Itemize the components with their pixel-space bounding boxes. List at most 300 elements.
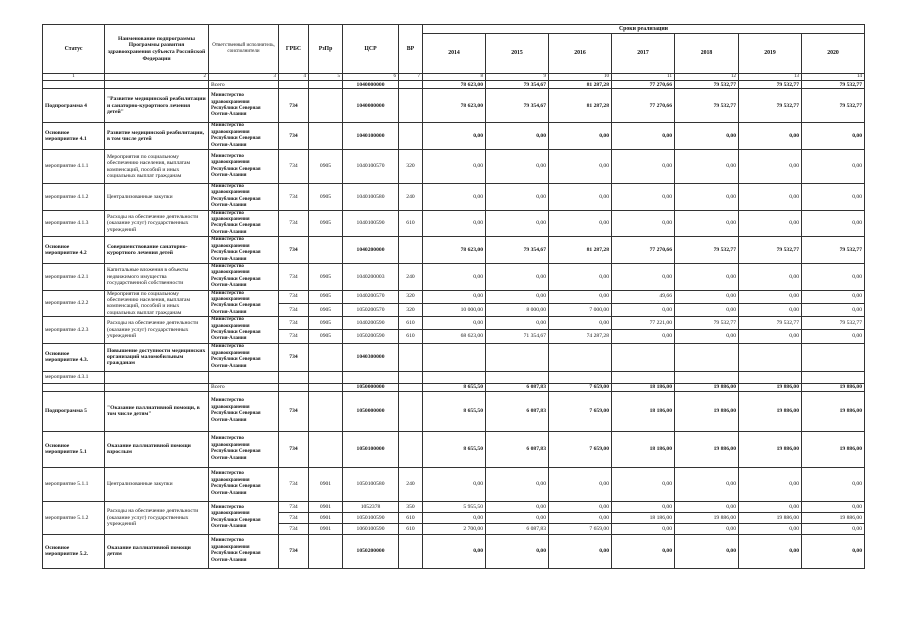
executor-cell: Министерство здравоохранения Республики Северная Осетия-Алания <box>209 534 279 568</box>
status-cell: мероприятие 5.1.2 <box>43 501 105 534</box>
value-cell: 81 287,28 <box>549 237 612 264</box>
value-cell: 79 532,77 <box>675 237 739 264</box>
value-cell: 0,00 <box>739 290 802 303</box>
value-cell: 77 221,00 <box>612 317 675 330</box>
header-status: Статус <box>43 25 105 74</box>
value-cell: 0,00 <box>549 534 612 568</box>
value-cell: 6 087,83 <box>486 383 549 391</box>
table-body <box>43 81 865 568</box>
value-cell: 8 655,50 <box>423 383 486 391</box>
column-index-cell: 12 <box>675 74 739 81</box>
value-cell: 79 532,77 <box>802 81 865 89</box>
vr-cell <box>399 534 423 568</box>
value-cell: 0,00 <box>486 263 549 290</box>
value-cell: 77 270,66 <box>612 81 675 89</box>
value-cell: 79 532,77 <box>739 81 802 89</box>
column-index-row <box>43 74 865 81</box>
value-cell: 0,00 <box>802 501 865 512</box>
header-year: 2014 <box>423 34 486 74</box>
table-row <box>43 263 865 290</box>
value-cell: 18 186,00 <box>612 431 675 467</box>
value-cell: 19 886,00 <box>739 383 802 391</box>
value-cell: 0,00 <box>675 210 739 237</box>
rzpr-cell <box>309 383 343 391</box>
value-cell: 0,00 <box>739 534 802 568</box>
value-cell: 0,00 <box>549 184 612 211</box>
table-row <box>43 501 865 512</box>
column-index-cell: 9 <box>486 74 549 81</box>
status-cell: Основное мероприятие 5.2. <box>43 534 105 568</box>
column-index-cell: 8 <box>423 74 486 81</box>
value-cell: 0,00 <box>675 501 739 512</box>
executor-cell: Министерство здравоохранения Республики Северная Осетия-Алания <box>209 210 279 237</box>
value-cell <box>549 343 612 371</box>
vr-cell <box>399 371 423 383</box>
value-cell: 0,00 <box>739 467 802 501</box>
budget-table <box>42 24 865 569</box>
value-cell: 0,00 <box>549 512 612 523</box>
vr-cell: 320 <box>399 150 423 184</box>
grbs-cell: 734 <box>279 89 309 123</box>
value-cell: 0,00 <box>423 123 486 150</box>
rzpr-cell: 0901 <box>309 512 343 523</box>
vr-cell: 610 <box>399 317 423 330</box>
status-cell: мероприятие 5.1.1 <box>43 467 105 501</box>
value-cell: 0,00 <box>675 150 739 184</box>
vr-cell: 610 <box>399 512 423 523</box>
csr-cell: 1050100580 <box>343 467 399 501</box>
value-cell <box>802 343 865 371</box>
vr-cell: 240 <box>399 467 423 501</box>
vr-cell <box>399 89 423 123</box>
value-cell: 78 623,00 <box>423 81 486 89</box>
value-cell: 0,00 <box>675 263 739 290</box>
grbs-cell <box>279 371 309 383</box>
value-cell <box>612 343 675 371</box>
table-row <box>43 237 865 264</box>
csr-cell: 1040100590 <box>343 210 399 237</box>
value-cell: 0,00 <box>739 123 802 150</box>
grbs-cell: 734 <box>279 523 309 534</box>
table-row <box>43 317 865 330</box>
rzpr-cell: 0905 <box>309 330 343 343</box>
value-cell: 19 886,00 <box>739 431 802 467</box>
value-cell: 0,00 <box>739 330 802 343</box>
value-cell: 0,00 <box>612 210 675 237</box>
value-cell: 0,00 <box>423 150 486 184</box>
name-cell: Оказание паллиативной помощи детям <box>105 534 209 568</box>
value-cell: 79 532,77 <box>675 89 739 123</box>
grbs-cell: 734 <box>279 237 309 264</box>
value-cell: 19 886,00 <box>739 391 802 431</box>
header-year: 2015 <box>486 34 549 74</box>
value-cell: 7 659,00 <box>549 523 612 534</box>
value-cell: 79 354,67 <box>486 89 549 123</box>
header-year: 2018 <box>675 34 739 74</box>
value-cell: 0,00 <box>486 534 549 568</box>
value-cell: 79 532,77 <box>739 237 802 264</box>
rzpr-cell: 0901 <box>309 467 343 501</box>
value-cell: 79 532,77 <box>802 89 865 123</box>
value-cell: 19 886,00 <box>802 391 865 431</box>
value-cell: 0,00 <box>423 210 486 237</box>
name-cell <box>105 371 209 383</box>
executor-cell: Министерство здравоохранения Республики Северная Осетия-Алания <box>209 467 279 501</box>
status-cell: Основное мероприятие 4.2 <box>43 237 105 264</box>
header-name: Наименование подпрограммы Программы развития здравоохранения субъекта Российской Федерации <box>105 25 209 74</box>
status-cell: Подпрограмма 4 <box>43 89 105 123</box>
value-cell: 0,00 <box>612 123 675 150</box>
table-row <box>43 534 865 568</box>
status-cell: мероприятие 4.1.3 <box>43 210 105 237</box>
table-row <box>43 371 865 383</box>
csr-cell: 1050100000 <box>343 431 399 467</box>
name-cell: Совершенствование санаторно-курортного лечения детей <box>105 237 209 264</box>
status-cell: мероприятие 4.1.1 <box>43 150 105 184</box>
csr-cell: 1060100590 <box>343 523 399 534</box>
name-cell: Капитальные вложения в объекты недвижимого имущества государственной собственности <box>105 263 209 290</box>
name-cell: "Развитие медицинской реабилитации и санаторно-курортного лечения детей" <box>105 89 209 123</box>
rzpr-cell <box>309 237 343 264</box>
grbs-cell: 734 <box>279 303 309 316</box>
value-cell: 0,00 <box>423 317 486 330</box>
name-cell <box>105 383 209 391</box>
csr-cell <box>343 371 399 383</box>
grbs-cell: 734 <box>279 343 309 371</box>
rzpr-cell <box>309 371 343 383</box>
value-cell: 0,00 <box>675 523 739 534</box>
value-cell: 0,00 <box>675 290 739 303</box>
executor-cell: Министерство здравоохранения Республики Северная Осетия-Алания <box>209 501 279 534</box>
grbs-cell: 734 <box>279 501 309 512</box>
rzpr-cell: 0905 <box>309 303 343 316</box>
value-cell: 0,00 <box>549 263 612 290</box>
header-executor: Ответственный исполнитель, соисполнители <box>209 25 279 74</box>
grbs-cell: 734 <box>279 210 309 237</box>
value-cell <box>486 371 549 383</box>
vr-cell <box>399 383 423 391</box>
rzpr-cell: 0901 <box>309 523 343 534</box>
value-cell: 19 886,00 <box>739 512 802 523</box>
value-cell: 0,00 <box>802 467 865 501</box>
value-cell: 0,00 <box>802 290 865 303</box>
executor-cell: Всего <box>209 81 279 89</box>
table-row-total <box>43 383 865 391</box>
value-cell: 0,00 <box>612 330 675 343</box>
value-cell <box>423 343 486 371</box>
executor-cell: Министерство здравоохранения Республики Северная Осетия-Алания <box>209 184 279 211</box>
csr-cell: 1040100570 <box>343 150 399 184</box>
csr-cell: 1040200000 <box>343 237 399 264</box>
value-cell: 0,00 <box>612 303 675 316</box>
value-cell: 18 186,00 <box>612 383 675 391</box>
status-cell: Основное мероприятие 4.3. <box>43 343 105 371</box>
executor-cell: Министерство здравоохранения Республики Северная Осетия-Алания <box>209 123 279 150</box>
value-cell: 0,00 <box>802 330 865 343</box>
rzpr-cell <box>309 89 343 123</box>
value-cell: 79 532,77 <box>802 237 865 264</box>
executor-cell: Министерство здравоохранения Республики Северная Осетия-Алания <box>209 317 279 344</box>
value-cell: 6 087,83 <box>486 431 549 467</box>
header-csr: ЦСР <box>343 25 399 74</box>
value-cell <box>675 343 739 371</box>
value-cell: 0,00 <box>486 317 549 330</box>
executor-cell: Министерство здравоохранения Республики Северная Осетия-Алания <box>209 263 279 290</box>
vr-cell: 240 <box>399 263 423 290</box>
value-cell: 77 270,66 <box>612 237 675 264</box>
rzpr-cell <box>309 534 343 568</box>
vr-cell <box>399 81 423 89</box>
value-cell: 7 659,00 <box>549 431 612 467</box>
value-cell: 81 287,28 <box>549 81 612 89</box>
value-cell: 19 886,00 <box>675 383 739 391</box>
status-cell <box>43 383 105 391</box>
name-cell: Мероприятия по социальному обеспечению населения, выплатам компенсаций, пособий и иных социальных выплат гражданам <box>105 150 209 184</box>
rzpr-cell <box>309 81 343 89</box>
value-cell: 0,00 <box>612 523 675 534</box>
rzpr-cell: 0905 <box>309 150 343 184</box>
vr-cell: 610 <box>399 330 423 343</box>
value-cell: 0,00 <box>486 150 549 184</box>
value-cell: 0,00 <box>423 290 486 303</box>
value-cell: 79 532,77 <box>802 317 865 330</box>
value-cell: 19 886,00 <box>675 431 739 467</box>
csr-cell: 1050000000 <box>343 383 399 391</box>
rzpr-cell <box>309 343 343 371</box>
value-cell: 0,00 <box>802 534 865 568</box>
value-cell: 0,00 <box>486 184 549 211</box>
column-index-cell: 10 <box>549 74 612 81</box>
rzpr-cell: 0905 <box>309 317 343 330</box>
value-cell: 0,00 <box>802 210 865 237</box>
value-cell: 0,00 <box>549 150 612 184</box>
executor-cell: Министерство здравоохранения Республики Северная Осетия-Алания <box>209 391 279 431</box>
vr-cell: 320 <box>399 303 423 316</box>
value-cell: 78 623,00 <box>423 89 486 123</box>
rzpr-cell <box>309 431 343 467</box>
vr-cell <box>399 431 423 467</box>
column-index-cell: 14 <box>802 74 865 81</box>
column-index-cell: 5 <box>309 74 343 81</box>
executor-cell <box>209 371 279 383</box>
rzpr-cell: 0905 <box>309 210 343 237</box>
csr-cell: 1040100000 <box>343 123 399 150</box>
column-index-cell: 7 <box>399 74 423 81</box>
grbs-cell: 734 <box>279 123 309 150</box>
value-cell: 0,00 <box>802 150 865 184</box>
value-cell <box>675 371 739 383</box>
value-cell: 19 886,00 <box>802 512 865 523</box>
table-row <box>43 89 865 123</box>
name-cell: Расходы на обеспечение деятельности (оказание услуг) государственных учреждений <box>105 501 209 534</box>
executor-cell: Министерство здравоохранения Республики Северная Осетия-Алания <box>209 150 279 184</box>
value-cell: 74 287,28 <box>549 330 612 343</box>
name-cell <box>105 81 209 89</box>
column-index-cell: 11 <box>612 74 675 81</box>
value-cell: 68 623,00 <box>423 330 486 343</box>
csr-cell: 1050200590 <box>343 330 399 343</box>
value-cell: 0,00 <box>675 184 739 211</box>
status-cell: мероприятие 4.2.1 <box>43 263 105 290</box>
table-row <box>43 184 865 211</box>
value-cell: 0,00 <box>802 303 865 316</box>
value-cell: 0,00 <box>739 210 802 237</box>
value-cell <box>802 371 865 383</box>
csr-cell: 1040100580 <box>343 184 399 211</box>
value-cell: 19 886,00 <box>675 512 739 523</box>
value-cell: 0,00 <box>549 123 612 150</box>
csr-cell: 1040300000 <box>343 343 399 371</box>
value-cell: 0,00 <box>612 467 675 501</box>
value-cell: 79 532,77 <box>675 81 739 89</box>
header-year: 2016 <box>549 34 612 74</box>
table-row <box>43 290 865 303</box>
grbs-cell: 734 <box>279 184 309 211</box>
value-cell: 0,00 <box>486 210 549 237</box>
value-cell: 79 532,77 <box>675 317 739 330</box>
rzpr-cell: 0905 <box>309 263 343 290</box>
table-row <box>43 467 865 501</box>
value-cell: 0,00 <box>549 501 612 512</box>
status-cell: Подпрограмма 5 <box>43 391 105 431</box>
csr-cell: 1040200570 <box>343 290 399 303</box>
value-cell: 81 287,28 <box>549 89 612 123</box>
table-row <box>43 210 865 237</box>
csr-cell: 1052378 <box>343 501 399 512</box>
value-cell: 6 087,83 <box>486 391 549 431</box>
value-cell: 0,00 <box>675 303 739 316</box>
vr-cell <box>399 343 423 371</box>
column-index-cell: 13 <box>739 74 802 81</box>
status-cell: Основное мероприятие 5.1 <box>43 431 105 467</box>
status-cell: мероприятие 4.2.2 <box>43 290 105 317</box>
header-year: 2020 <box>802 34 865 74</box>
grbs-cell: 734 <box>279 467 309 501</box>
value-cell: 0,00 <box>739 501 802 512</box>
csr-cell: 1050100590 <box>343 512 399 523</box>
table-row <box>43 391 865 431</box>
table-row <box>43 431 865 467</box>
value-cell: 8 000,00 <box>486 303 549 316</box>
grbs-cell: 734 <box>279 391 309 431</box>
grbs-cell <box>279 383 309 391</box>
executor-cell: Министерство здравоохранения Республики Северная Осетия-Алания <box>209 237 279 264</box>
value-cell: 0,00 <box>612 184 675 211</box>
grbs-cell <box>279 81 309 89</box>
value-cell: 0,00 <box>486 467 549 501</box>
value-cell: 79 354,67 <box>486 237 549 264</box>
value-cell: 0,00 <box>739 263 802 290</box>
value-cell: 0,00 <box>423 263 486 290</box>
status-cell: Основное мероприятие 4.1 <box>43 123 105 150</box>
status-cell: мероприятие 4.3.1 <box>43 371 105 383</box>
csr-cell: 1050000000 <box>343 391 399 431</box>
value-cell: 0,00 <box>423 184 486 211</box>
status-cell: мероприятие 4.1.2 <box>43 184 105 211</box>
name-cell: Мероприятия по социальному обеспечению населения, выплатам компенсаций, пособий и иных социальных выплат гражданам <box>105 290 209 317</box>
vr-cell: 320 <box>399 290 423 303</box>
executor-cell: Министерство здравоохранения Республики Северная Осетия-Алания <box>209 343 279 371</box>
grbs-cell: 734 <box>279 290 309 303</box>
name-cell: Централизованные закупки <box>105 467 209 501</box>
status-cell: мероприятие 4.2.3 <box>43 317 105 344</box>
value-cell: 0,00 <box>549 210 612 237</box>
value-cell: 0,00 <box>486 501 549 512</box>
grbs-cell: 734 <box>279 512 309 523</box>
table-row <box>43 150 865 184</box>
header-rzpr: РзПр <box>309 25 343 74</box>
budget-table-sheet <box>42 24 864 569</box>
value-cell: 0,00 <box>675 123 739 150</box>
value-cell: 19 886,00 <box>802 431 865 467</box>
grbs-cell: 734 <box>279 330 309 343</box>
vr-cell: 350 <box>399 501 423 512</box>
value-cell <box>739 371 802 383</box>
table-row-total <box>43 81 865 89</box>
name-cell: Расходы на обеспечение деятельности (оказание услуг) государственных учреждений <box>105 317 209 344</box>
value-cell: 2 700,00 <box>423 523 486 534</box>
value-cell: 8 655,50 <box>423 431 486 467</box>
value-cell: 19 886,00 <box>675 391 739 431</box>
value-cell: 0,00 <box>802 523 865 534</box>
value-cell: 79 532,77 <box>739 89 802 123</box>
grbs-cell: 734 <box>279 150 309 184</box>
value-cell: 0,00 <box>486 512 549 523</box>
value-cell: 7 659,00 <box>549 383 612 391</box>
column-index-cell: 3 <box>209 74 279 81</box>
csr-cell: 1050200570 <box>343 303 399 316</box>
value-cell: 0,00 <box>739 523 802 534</box>
value-cell <box>486 343 549 371</box>
value-cell: 0,00 <box>486 290 549 303</box>
value-cell: 0,00 <box>802 184 865 211</box>
name-cell: Повышение доступности медицинских организаций маломобильным гражданам <box>105 343 209 371</box>
value-cell: 0,00 <box>423 512 486 523</box>
name-cell: "Оказание паллиативной помощи, в том числе детям" <box>105 391 209 431</box>
value-cell <box>739 343 802 371</box>
grbs-cell: 734 <box>279 431 309 467</box>
executor-cell: Всего <box>209 383 279 391</box>
value-cell: 6 087,83 <box>486 523 549 534</box>
value-cell: 0,00 <box>612 263 675 290</box>
grbs-cell: 734 <box>279 534 309 568</box>
csr-cell: 1040000000 <box>343 81 399 89</box>
value-cell: 18 186,00 <box>612 512 675 523</box>
csr-cell: 1040200003 <box>343 263 399 290</box>
value-cell: 10 000,00 <box>423 303 486 316</box>
status-cell <box>43 81 105 89</box>
value-cell: 0,00 <box>739 184 802 211</box>
value-cell: 0,00 <box>675 534 739 568</box>
value-cell: 0,00 <box>739 150 802 184</box>
value-cell: 0,00 <box>549 290 612 303</box>
value-cell: 0,00 <box>423 467 486 501</box>
table-row <box>43 343 865 371</box>
rzpr-cell: 0905 <box>309 184 343 211</box>
value-cell: 0,00 <box>612 501 675 512</box>
value-cell: 0,00 <box>675 467 739 501</box>
rzpr-cell: 0905 <box>309 290 343 303</box>
header-grbs: ГРБС <box>279 25 309 74</box>
name-cell: Расходы на обеспечение деятельности (оказание услуг) государственных учреждений <box>105 210 209 237</box>
value-cell: 77 270,66 <box>612 89 675 123</box>
header-year: 2017 <box>612 34 675 74</box>
grbs-cell: 734 <box>279 263 309 290</box>
value-cell: 18 186,00 <box>612 391 675 431</box>
column-index-cell: 2 <box>105 74 209 81</box>
vr-cell: 610 <box>399 210 423 237</box>
name-cell: Оказание паллиативной помощи взрослым <box>105 431 209 467</box>
